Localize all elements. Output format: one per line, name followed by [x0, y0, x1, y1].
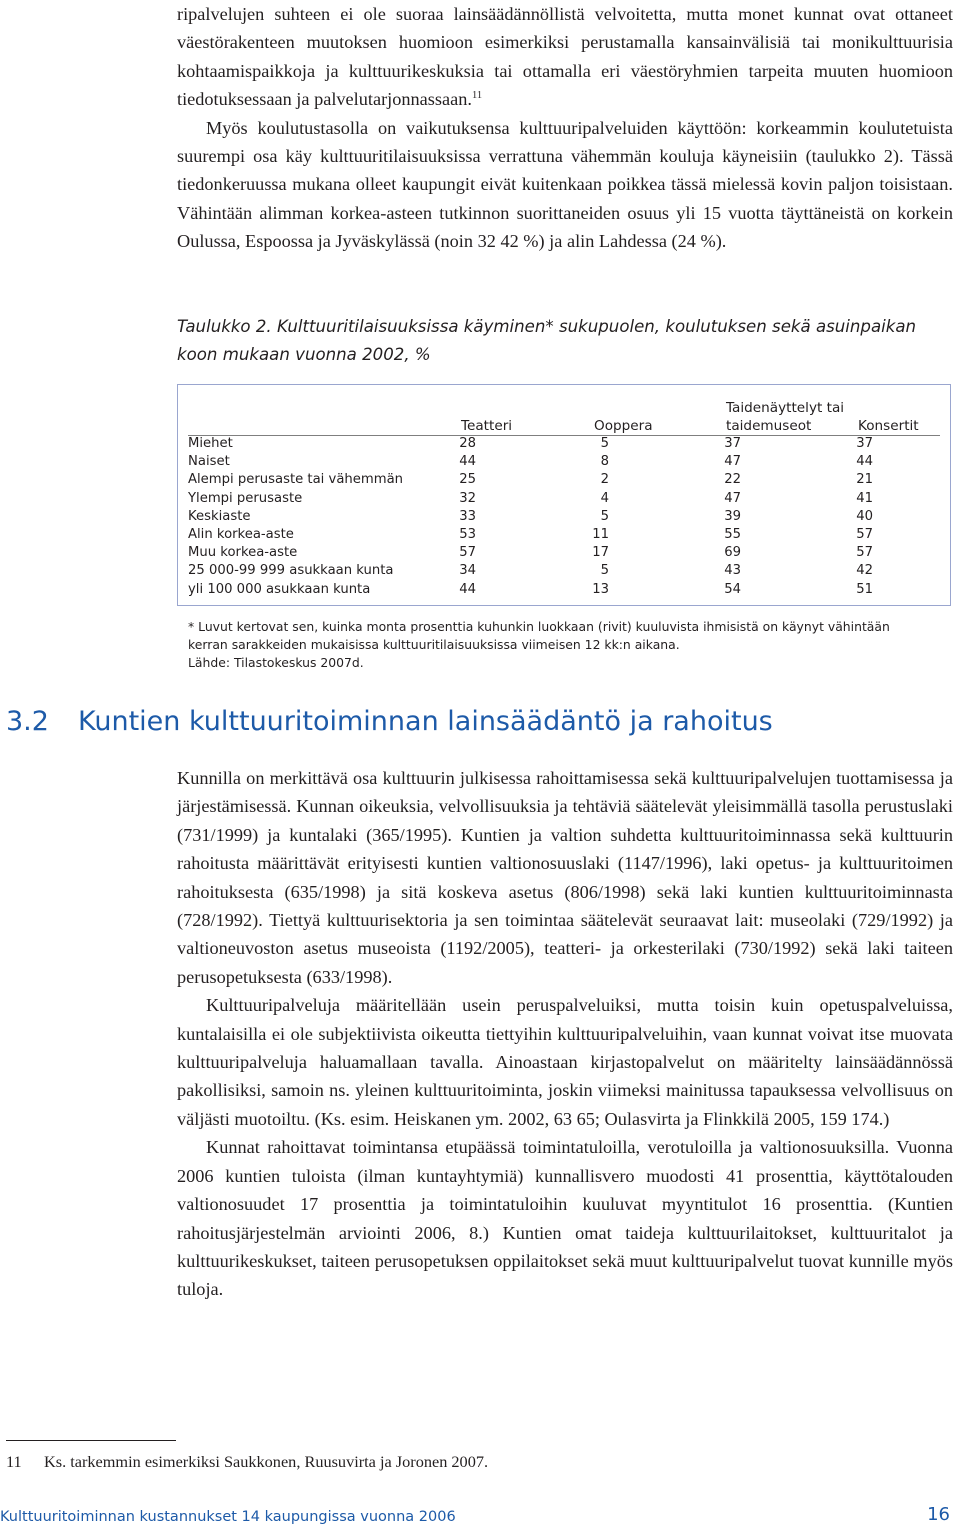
table-cell: 22: [724, 472, 741, 488]
table-cell: 44: [856, 454, 873, 470]
table-cell: 8: [600, 454, 609, 470]
intro-paragraph-2: Myös koulutustasolla on vaikutuksensa kulttuuripalveluiden käyttöön: korkeammin koulutetuista suurempi osa käy kulttuuritilaisuuksissa verrattuna vähemmän kouluja käyneisiin (taulukko 2). Tässä tiedonkeruussa mukana olleet kaupungit eivät kuitenkaan poikkea tässä mielessä kovin paljon toisistaan. Vähintään alimman korkea-asteen tutkinnon suorittaneiden osuus yli 15 vuotta täyttäneistä on korkein Oulussa, Espoossa ja Jyväskylässä (noin 32 42 %) ja alin Lahdessa (24 %).: [177, 117, 953, 252]
table-row: [178, 562, 950, 580]
table-cell: 51: [856, 581, 873, 597]
table-cell: 47: [724, 454, 741, 470]
footnote-number: 11: [6, 1452, 22, 1471]
table-cell: 44: [459, 581, 476, 597]
table-cell: 39: [724, 508, 741, 524]
row-label: Alempi perusaste tai vähemmän: [188, 472, 404, 488]
section-paragraph-2: Kulttuuripalveluja määritellään usein peruspalveluiksi, mutta toisin kuin opetuspalveluissa, kuntalaisilla ei ole subjektiivista oikeutta tiettyihin kulttuuripalveluihin, vaan kunnat voivat itse muovata kulttuuripalveluja haluamallaan tavalla. Ainoastaan kirjastopalvelut on määritelty lainsäädännössä pakollisiksi, samoin ns. yleinen kulttuuritoiminta, joskin viimeksi mainitussa tapauksessa velvollisuus on väljästi muotoiltu. (Ks. esim. Heiskanen ym. 2002, 63 65; Oulasvirta ja Flinkkilä 2005, 159 174.): [177, 995, 953, 1129]
table-caption: [177, 313, 953, 369]
table-cell: 34: [459, 563, 476, 579]
footnote-divider: [6, 1440, 176, 1441]
row-label: Miehet: [188, 436, 233, 451]
table-cell: 57: [856, 526, 873, 542]
table-row: [178, 471, 950, 489]
section-paragraph-3: Kunnat rahoittavat toimintansa etupäässä toimintatuloilla, verotuloilla ja valtionosuuksilla. Vuonna 2006 kuntien tuloista (ilman kuntayhtymiä) kunnallisvero muodosti 41 prosenttia, käyttötalouden valtionosuudet 17 prosenttia ja toimintatuloihin kuuluvat myyntitulot 16 prosenttia. (Kuntien rahoitusjärjestelmän arviointi 2006, 8.) Kuntien omat taideja kulttuurilaitokset, kulttuuritalot ja kulttuurikeskukset, taiteen perusopetuksen oppilaitokset sekä muut kulttuuripalvelut tuovat kunnille myös tuloja.: [177, 1137, 953, 1300]
table-cell: 5: [600, 508, 609, 524]
table-row: [178, 435, 950, 453]
section-body: [177, 764, 953, 1304]
row-label: Ylempi perusaste: [188, 490, 303, 506]
table-cell: 17: [592, 545, 609, 561]
data-table: [177, 384, 951, 606]
table-cell: 57: [856, 545, 873, 561]
row-label: yli 100 000 asukkaan kunta: [188, 581, 371, 597]
table-cell: 13: [592, 581, 609, 597]
table-cell: 33: [459, 508, 476, 524]
table-cell: 42: [856, 563, 873, 579]
intro-text: [177, 0, 953, 256]
table-row: [178, 526, 950, 544]
table-cell: 5: [600, 436, 609, 451]
table-row: [178, 490, 950, 508]
table-cell: 32: [459, 490, 476, 506]
row-label: Keskiaste: [188, 508, 251, 524]
table-caption-label: Taulukko 2.: [177, 317, 272, 336]
table-cell: 28: [459, 436, 476, 451]
table-source: Lähde: Tilastokeskus 2007d.: [188, 655, 364, 670]
table-cell: 47: [724, 490, 741, 506]
table-cell: 53: [459, 526, 476, 542]
table-cell: 55: [724, 526, 741, 542]
table-cell: 41: [856, 490, 873, 506]
table-row: [178, 581, 950, 599]
table-row: [178, 508, 950, 526]
column-header-teatteri: Teatteri: [461, 418, 513, 434]
section-title: Kuntien kulttuuritoiminnan lainsäädäntö ja rahoitus: [78, 706, 773, 737]
table-cell: 37: [856, 436, 873, 451]
column-header-konsertit: Konsertit: [858, 418, 919, 434]
table-body: [178, 435, 950, 599]
table-note-text: * Luvut kertovat sen, kuinka monta prosenttia kuhunkin luokkaan (rivit) kuuluvista ihmisistä on käynyt vähintään kerran sarakkeiden mukaisissa kulttuuritilaisuuksissa viimeisen 12 kk:n aikana.: [188, 619, 890, 652]
row-label: 25 000-99 999 asukkaan kunta: [188, 563, 394, 579]
section-number: 3.2: [6, 706, 49, 737]
table-cell: 37: [724, 436, 741, 451]
table-cell: 57: [459, 545, 476, 561]
table-cell: 44: [459, 454, 476, 470]
table-note: [188, 618, 928, 672]
section-heading: [6, 702, 773, 742]
footnote: [6, 1450, 488, 1474]
table-header: [178, 391, 950, 435]
footnote-text: Ks. tarkemmin esimerkiksi Saukkonen, Ruusuvirta ja Joronen 2007.: [44, 1452, 489, 1471]
table-cell: 25: [459, 472, 476, 488]
column-header-taidenayttelyt: Taidenäyttelyt tai taidemuseot: [726, 400, 845, 434]
table-row: [178, 453, 950, 471]
page-number: 16: [927, 1504, 950, 1525]
table-cell: 40: [856, 508, 873, 524]
table-cell: 5: [600, 563, 609, 579]
table-cell: 4: [600, 490, 609, 506]
table-row: [178, 544, 950, 562]
row-label: Naiset: [188, 454, 230, 470]
row-label: Muu korkea-aste: [188, 545, 298, 561]
row-label: Alin korkea-aste: [188, 526, 294, 542]
footnote-reference[interactable]: 11: [471, 90, 483, 102]
table-cell: 11: [592, 526, 609, 542]
table-cell: 21: [856, 472, 873, 488]
footer-title: Kulttuuritoiminnan kustannukset 14 kaupungissa vuonna 2006: [0, 1509, 456, 1525]
table-cell: 2: [600, 472, 609, 488]
table-cell: 54: [724, 581, 741, 597]
page-footer: [0, 1504, 960, 1528]
column-header-ooppera: Ooppera: [594, 418, 653, 434]
table-cell: 43: [724, 563, 741, 579]
table-caption-text: Kulttuuritilaisuuksissa käyminen* sukupuolen, koulutuksen sekä asuinpaikan koon mukaan vuonna 2002, %: [177, 317, 917, 364]
table-cell: 69: [724, 545, 741, 561]
intro-paragraph-1-text: ripalvelujen suhteen ei ole suoraa lainsäädännöllistä velvoitetta, mutta monet kunnat ovat ottaneet väestörakenteen muutoksen huomioon esimerkiksi perustamalla kansainvälisiä tai monikulttuurisia kohtaamispaikkoja ja kulttuurikeskuksia tai ottamalla eri väestöryhmien tarpeita muuten huomioon tiedotuksessaan ja palvelutarjonnassaan.: [177, 4, 953, 110]
section-paragraph-1: Kunnilla on merkittävä osa kulttuurin julkisessa rahoittamisessa sekä kulttuuripalvelujen tuottamisessa ja järjestämisessä. Kunnan oikeuksia, velvollisuuksia ja tehtäviä säätelevät yleisimmällä tasolla perustuslaki (731/1999) ja kuntalaki (365/1995). Kuntien ja valtion suhdetta kulttuuritoiminnassa sekä kulttuurin rahoitusta määrittävät erityisesti kuntien valtionosuuslaki (1147/1996), laki opetus- ja kulttuuritoimen rahoituksesta (635/1998) ja sitä koskeva asetus (806/1998) sekä laki kuntien kulttuuritoiminnasta (728/1992). Tiettyä kulttuurisektoria ja sen toimintaa säätelevät seuraavat lait: museolaki (729/1992) ja valtioneuvoston asetus museoista (1192/2005), teatteri- ja orkesterilaki (730/1992) sekä laki taiteen perusopetuksesta (633/1998).: [177, 768, 953, 987]
intro-paragraph-1: [177, 0, 953, 114]
